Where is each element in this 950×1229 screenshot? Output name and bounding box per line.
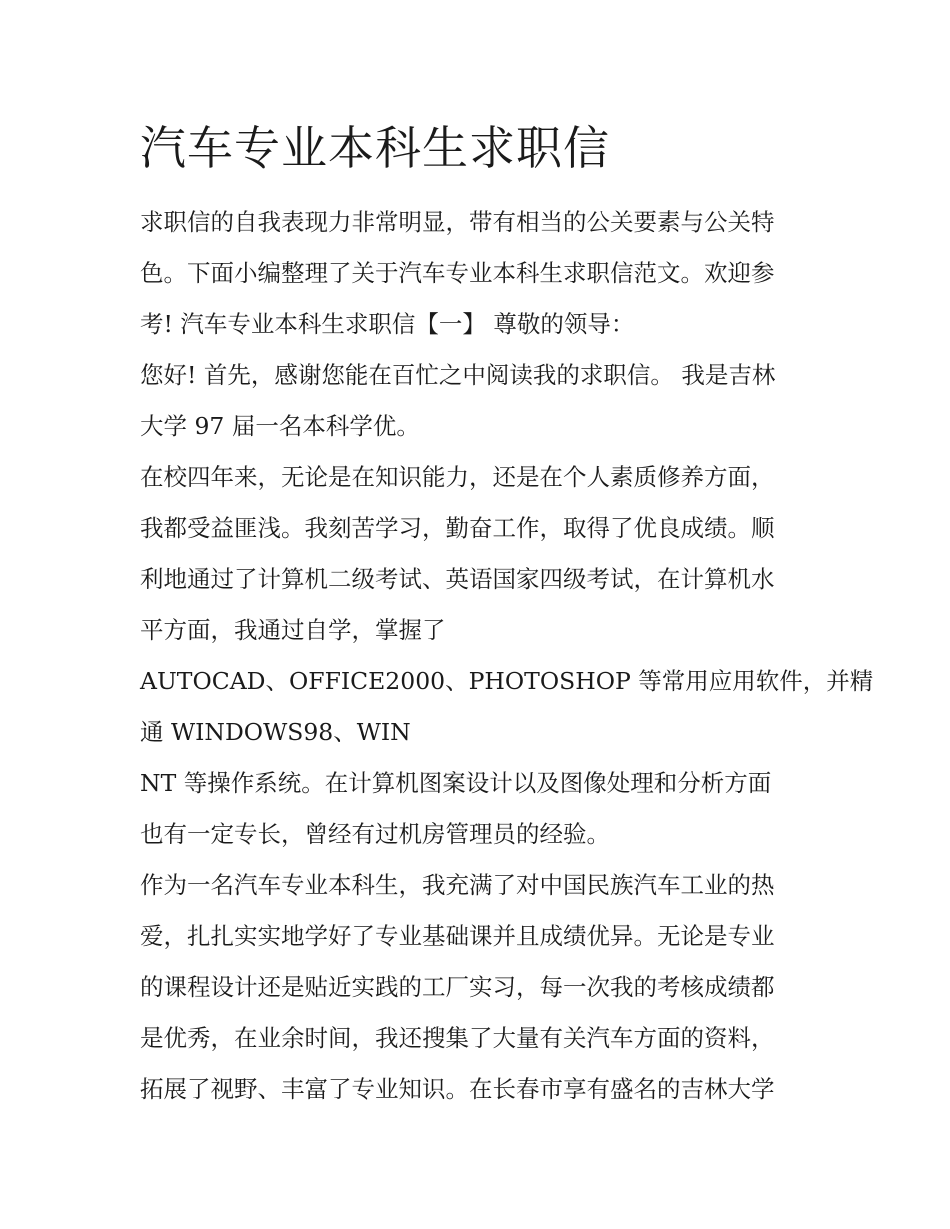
document-body xyxy=(140,197,874,1115)
body-line: 考! 汽车专业本科生求职信【一】 尊敬的领导： xyxy=(140,310,635,338)
body-line: 拓展了视野、丰富了专业知识。在长春市享有盛名的吉林大学 xyxy=(140,1075,775,1103)
body-line: 的课程设计还是贴近实践的工厂实习，每一次我的考核成绩都 xyxy=(140,973,775,1001)
body-line: 作为一名汽车专业本科生，我充满了对中国民族汽车工业的热 xyxy=(140,871,775,899)
body-line: 求职信的自我表现力非常明显，带有相当的公关要素与公关特 xyxy=(140,208,775,236)
body-line: 是优秀，在业余时间，我还搜集了大量有关汽车方面的资料， xyxy=(140,1024,775,1052)
body-line: 平方面，我通过自学，掌握了 xyxy=(140,616,446,644)
body-line: 利地通过了计算机二级考试、英语国家四级考试，在计算机水 xyxy=(140,565,775,593)
body-line: NT 等操作系统。在计算机图案设计以及图像处理和分析方面 xyxy=(140,769,772,797)
body-line: AUTOCAD、OFFICE2000、PHOTOSHOP 等常用应用软件，并精 xyxy=(140,667,874,695)
body-line: 通 WINDOWS98、WIN xyxy=(140,718,411,746)
body-line: 您好! 首先，感谢您能在百忙之中阅读我的求职信。 我是吉林 xyxy=(140,361,776,389)
body-line: 色。下面小编整理了关于汽车专业本科生求职信范文。欢迎参 xyxy=(140,259,775,287)
body-line: 我都受益匪浅。我刻苦学习，勤奋工作，取得了优良成绩。顺 xyxy=(140,514,775,542)
body-line: 大学 97 届一名本科学优。 xyxy=(140,412,420,440)
body-line: 也有一定专长，曾经有过机房管理员的经验。 xyxy=(140,820,610,848)
body-line: 在校四年来，无论是在知识能力，还是在个人素质修养方面， xyxy=(140,463,775,491)
body-line: 爱，扎扎实实地学好了专业基础课并且成绩优异。无论是专业 xyxy=(140,922,775,950)
document-title: 汽车专业本科生求职信 xyxy=(140,121,610,175)
